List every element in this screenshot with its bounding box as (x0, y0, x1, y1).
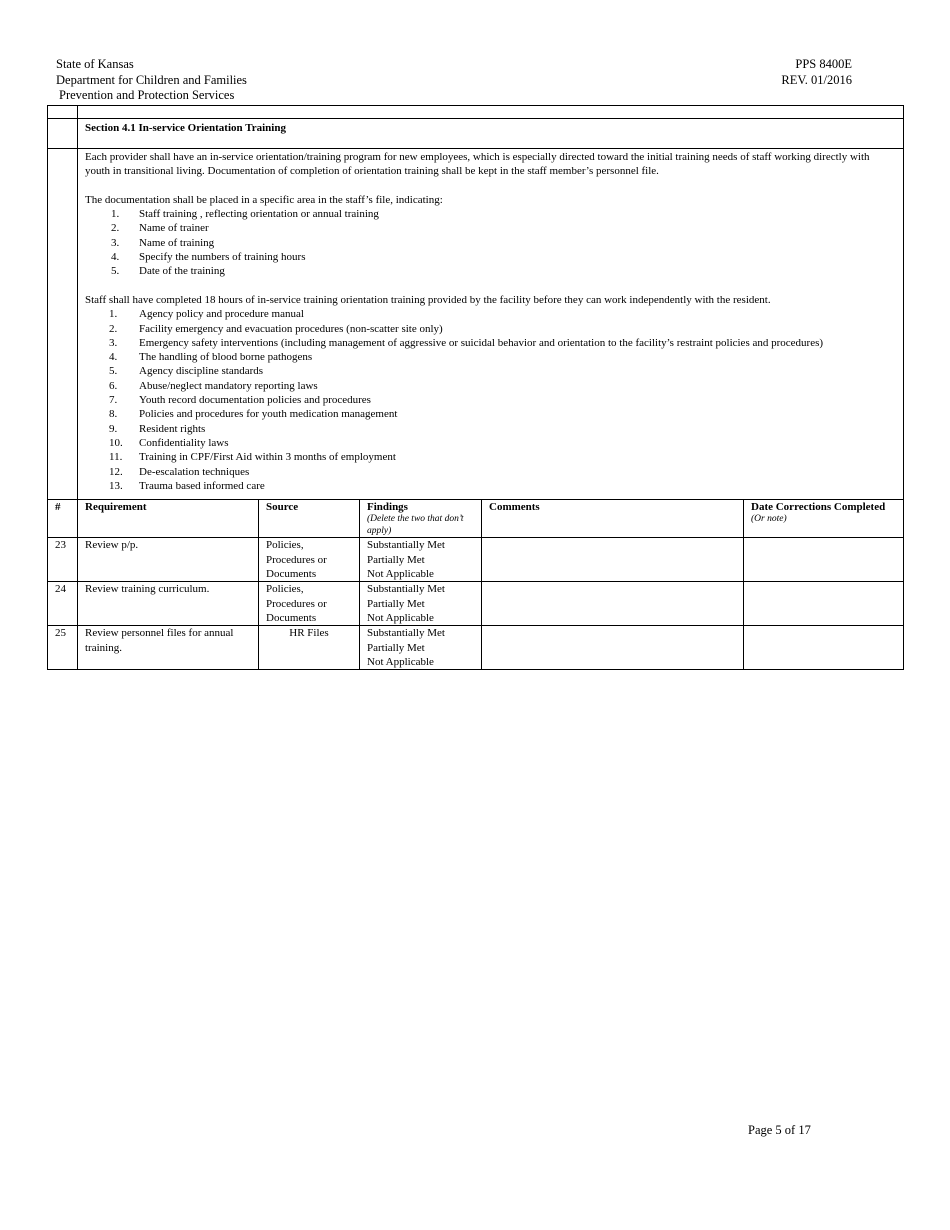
finding-option[interactable]: Not Applicable (367, 655, 434, 668)
header-findings: Findings (Delete the two that don’t apply) (360, 500, 482, 538)
row-requirement: Review training curriculum. (78, 582, 259, 626)
list-item: 1. Agency policy and procedure manual (109, 308, 304, 321)
list-item: 5. Date of the training (111, 265, 225, 278)
row-findings[interactable] (360, 626, 482, 670)
header-source: Source (259, 500, 360, 538)
list-item: 5. Agency discipline standards (109, 365, 264, 378)
row-source: Policies, Procedures or Documents (259, 582, 360, 626)
row-num: 23 (48, 538, 78, 582)
staff-training-intro: Staff shall have completed 18 hours of in-service training orientation training provided by the facility before they can work independently with the resident. (85, 293, 771, 306)
section-body (78, 149, 904, 500)
list-item: 8. Policies and procedures for youth medication management (109, 408, 398, 421)
finding-option[interactable]: Not Applicable (367, 568, 434, 581)
spacer-row (48, 106, 904, 119)
list-item: 2. Name of trainer (111, 222, 209, 235)
table-row (48, 626, 904, 670)
documentation-list (85, 207, 896, 278)
row-findings[interactable] (360, 538, 482, 582)
row-source: HR Files (259, 626, 360, 670)
list-item: 9. Resident rights (109, 422, 206, 435)
finding-option[interactable]: Substantially Met (367, 539, 445, 552)
row-num: 25 (48, 626, 78, 670)
header-comments: Comments (482, 500, 744, 538)
finding-option[interactable]: Not Applicable (367, 611, 434, 624)
list-item: 6. Abuse/neglect mandatory reporting laws (109, 379, 318, 392)
table-row (48, 538, 904, 582)
header-num: # (48, 500, 78, 538)
row-comments[interactable] (482, 582, 744, 626)
header-state: State of Kansas (56, 57, 134, 71)
row-requirement: Review p/p. (78, 538, 259, 582)
list-item: 13. Trauma based informed care (109, 479, 265, 492)
list-item: 11. Training in CPF/First Aid within 3 months of employment (109, 451, 396, 464)
form-number: PPS 8400E (795, 57, 852, 71)
list-item: 10. Confidentiality laws (109, 436, 229, 449)
requirements-table (47, 105, 904, 670)
row-findings[interactable] (360, 582, 482, 626)
list-item: 7. Youth record documentation policies and procedures (109, 394, 371, 407)
header-date: Date Corrections Completed (Or note) (744, 500, 904, 538)
page-number: Page 5 of 17 (748, 1123, 811, 1137)
table-row (48, 582, 904, 626)
section-title: Section 4.1 In-service Orientation Training (78, 119, 904, 149)
finding-option[interactable]: Substantially Met (367, 583, 445, 596)
header-left (56, 57, 247, 104)
row-source: Policies, Procedures or Documents (259, 538, 360, 582)
intro-paragraph: Each provider shall have an in-service orientation/training program for new employees, which is especially directed toward the initial training needs of staff working directly with youth in transitional living. Documentation of completion of orientation training shall be kept in the staff member’s personnel file. (85, 151, 870, 178)
list-item: 3. Emergency safety interventions (including management of aggressive or suicidal behavior and orientation to the facility’s restraint policies and procedures) (109, 336, 824, 349)
row-date[interactable] (744, 626, 904, 670)
revision-date: REV. 01/2016 (781, 72, 852, 87)
row-date[interactable] (744, 538, 904, 582)
header-department: Department for Children and Families (56, 72, 247, 87)
staff-training-list (85, 307, 896, 493)
list-item: 1. Staff training , reflecting orientation or annual training (111, 208, 379, 221)
header-division: Prevention and Protection Services (59, 88, 235, 102)
list-item: 4. The handling of blood borne pathogens (109, 351, 313, 364)
table-header-row (48, 500, 904, 538)
finding-option[interactable]: Partially Met (367, 641, 425, 654)
row-date[interactable] (744, 582, 904, 626)
list-item: 4. Specify the numbers of training hours (111, 251, 306, 264)
finding-option[interactable]: Substantially Met (367, 627, 445, 640)
finding-option[interactable]: Partially Met (367, 553, 425, 566)
section-body-row (48, 149, 904, 500)
header-right (781, 57, 852, 88)
row-num: 24 (48, 582, 78, 626)
list-item: 3. Name of training (111, 236, 215, 249)
list-item: 12. De-escalation techniques (109, 465, 250, 478)
finding-option[interactable]: Partially Met (367, 597, 425, 610)
documentation-intro: The documentation shall be placed in a specific area in the staff’s file, indicating: (85, 193, 443, 206)
row-requirement: Review personnel files for annual training. (78, 626, 259, 670)
row-comments[interactable] (482, 626, 744, 670)
row-comments[interactable] (482, 538, 744, 582)
list-item: 2. Facility emergency and evacuation procedures (non-scatter site only) (109, 322, 443, 335)
section-title-row (48, 119, 904, 149)
findings-note: (Delete the two that don’t apply) (367, 514, 464, 536)
header-requirement: Requirement (78, 500, 259, 538)
date-note: (Or note) (751, 514, 787, 525)
